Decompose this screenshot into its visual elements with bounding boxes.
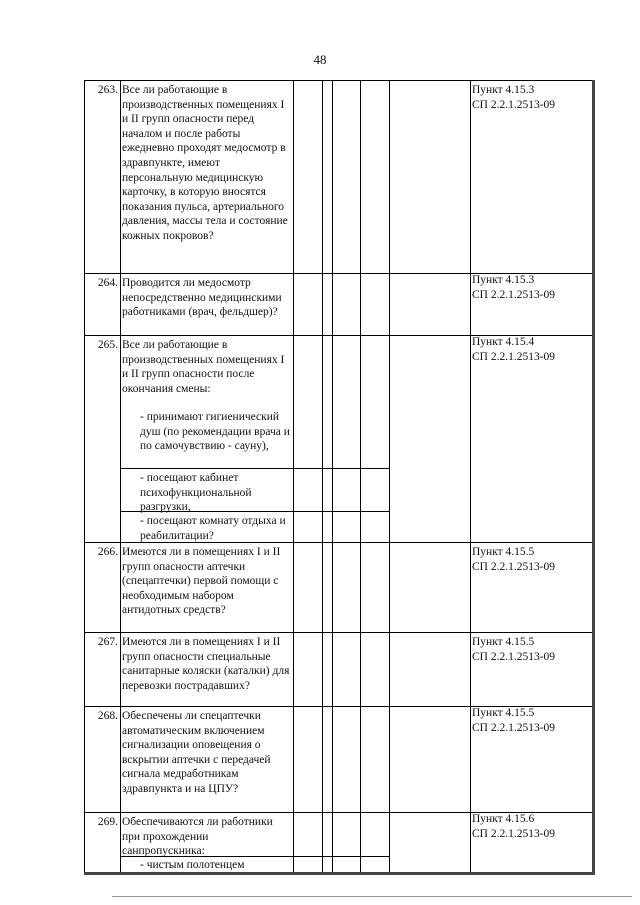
reference-clause: Пункт 4.15.5 xyxy=(472,636,535,648)
reference-clause: Пункт 4.15.4 xyxy=(472,336,535,348)
reference-standard: СП 2.2.1.2513-09 xyxy=(472,561,556,573)
row-number: 268. xyxy=(97,710,118,722)
row-number: 263. xyxy=(97,84,118,96)
scan-edge-line xyxy=(112,896,632,897)
question-text: Имеются ли в помещениях I и II групп опасности аптечки (спецаптечки) первой помощи с необходимым набором антидотных средств? xyxy=(122,546,281,617)
row-number: 267. xyxy=(97,636,118,648)
column-divider xyxy=(470,80,471,872)
question-text: Имеются ли в помещениях I и II групп опасности специальные санитарные коляски (каталки) для перевозки пострадавших? xyxy=(122,636,290,692)
column-divider xyxy=(389,80,390,872)
row-number: 269. xyxy=(97,816,118,828)
reference-standard: СП 2.2.1.2513-09 xyxy=(472,651,556,663)
row-line xyxy=(84,632,592,633)
reference-clause: Пункт 4.15.3 xyxy=(472,274,535,286)
sub-item-text: - чистым полотенцем xyxy=(140,859,245,871)
row-number: 265. xyxy=(97,339,118,351)
question-text: Все ли работающие в производственных помещениях I и II групп опасности перед началом и после работы ежедневно проходят медосмотр в здравпункте, имеют персональную медицинскую карточку, в которую вносятся показания пульса, артериального давления, массы тела и состояние кожных покровов? xyxy=(122,84,288,242)
reference-clause: Пункт 4.15.3 xyxy=(472,84,535,96)
reference-clause: Пункт 4.15.6 xyxy=(472,813,535,825)
reference-standard: СП 2.2.1.2513-09 xyxy=(472,351,556,363)
sub-item-text: - посещают комнату отдыха и реабилитации? xyxy=(140,515,286,542)
question-text: Обеспечены ли спецаптечки автоматическим включением сигнализации оповещения о вскрытии аптечки с передачей сигнала медработникам здравпункта и на ЦПУ? xyxy=(122,710,271,795)
reference-standard: СП 2.2.1.2513-09 xyxy=(472,722,556,734)
reference-clause: Пункт 4.15.5 xyxy=(472,546,535,558)
sub-item-text: - принимают гигиенический душ (по рекомендации врача и по самочувствию - сауну), xyxy=(140,411,290,453)
scan-shadow xyxy=(592,80,595,872)
sub-item-text: - посещают кабинет психофункциональной разгрузки, xyxy=(140,472,252,514)
reference-standard: СП 2.2.1.2513-09 xyxy=(472,289,556,301)
column-divider xyxy=(332,80,333,872)
question-text: Обеспечиваются ли работники при прохождении санпропускника: xyxy=(122,816,273,858)
checklist-table xyxy=(84,80,592,872)
row-number: 264. xyxy=(97,277,118,289)
question-text: Проводится ли медосмотр непосредственно медицинскими работниками (врач, фельдшер)? xyxy=(122,277,282,319)
subrow-line xyxy=(120,468,390,469)
table-border xyxy=(84,80,85,872)
column-divider xyxy=(360,80,361,872)
row-number: 266. xyxy=(97,546,118,558)
row-line xyxy=(84,80,592,81)
column-divider xyxy=(322,80,323,872)
reference-clause: Пункт 4.15.5 xyxy=(472,707,535,719)
reference-standard: СП 2.2.1.2513-09 xyxy=(472,99,556,111)
page-number: 48 xyxy=(313,52,327,67)
reference-standard: СП 2.2.1.2513-09 xyxy=(472,828,556,840)
column-divider xyxy=(120,80,121,872)
question-text: Все ли работающие в производственных помещениях I и II групп опасности после окончания смены: xyxy=(122,339,285,395)
column-divider xyxy=(293,80,294,872)
